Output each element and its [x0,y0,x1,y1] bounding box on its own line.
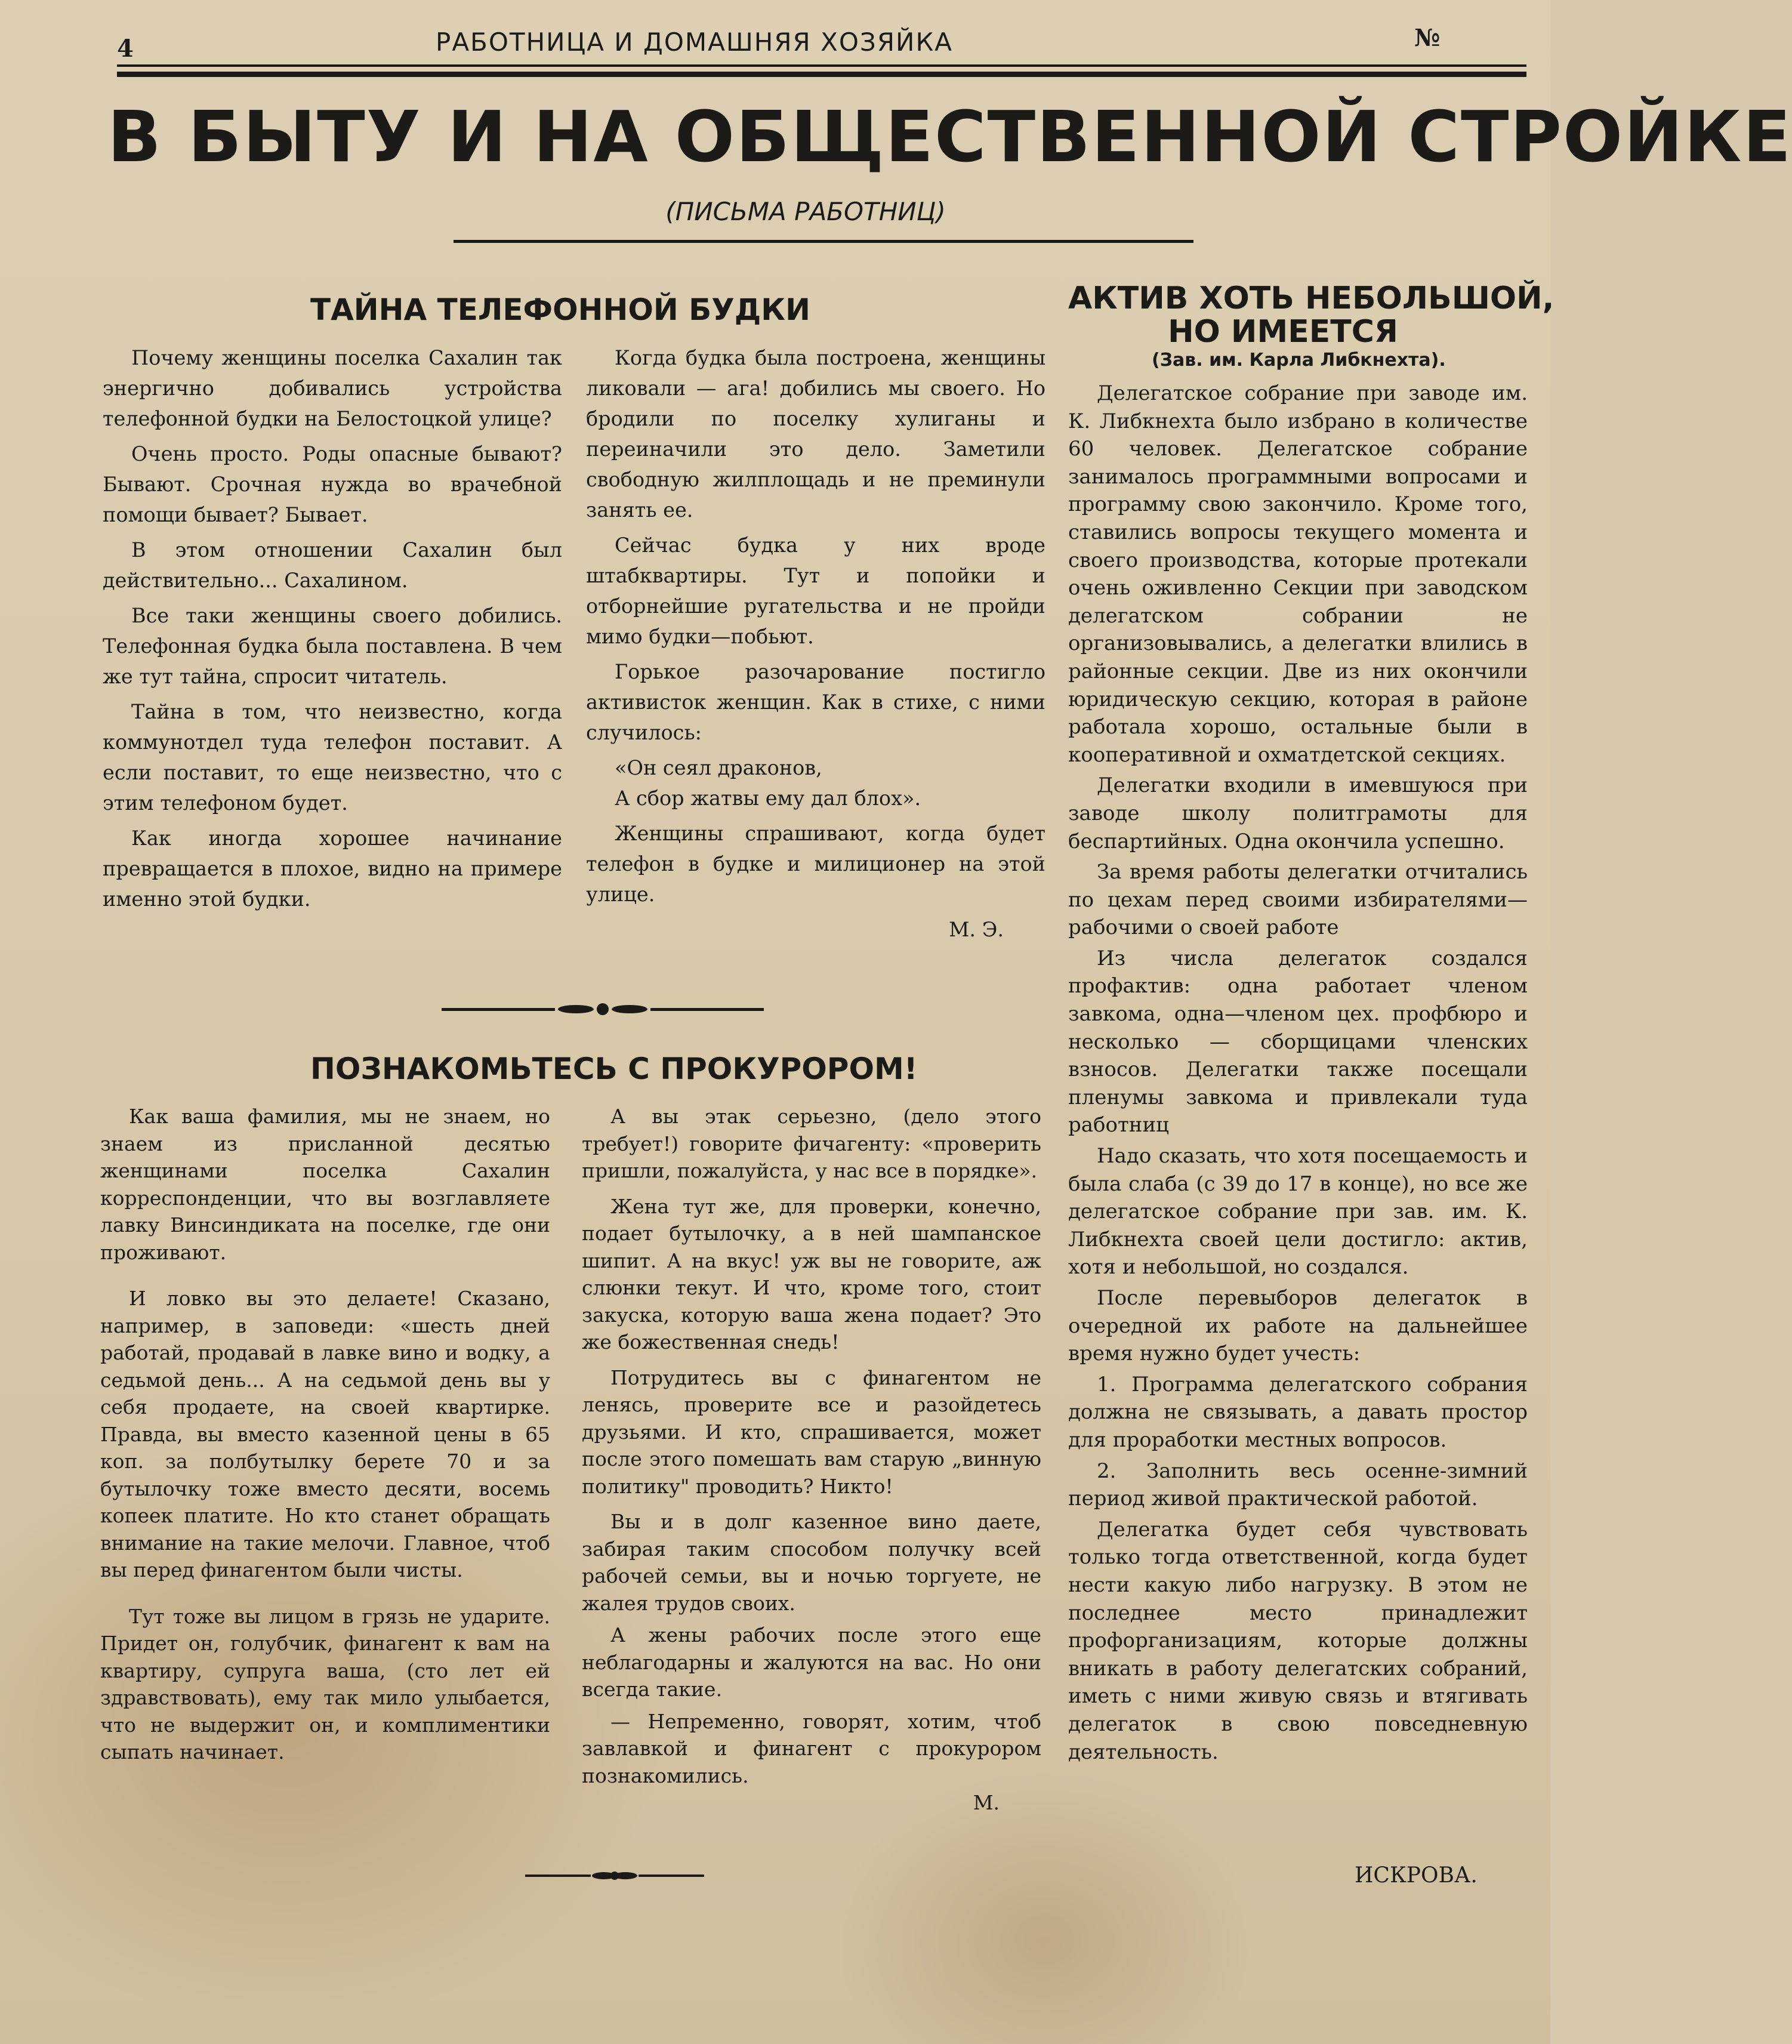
article2-heading: ПОЗНАКОМЬТЕСЬ С ПРОКУРОРОМ! [310,1052,918,1086]
paragraph: После перевыборов делегаток в очередной их работе на дальнейшее время нужно будет учесть: [1068,1286,1528,1366]
paragraph: Тут тоже вы лицом в грязь не ударите. Придет он, голубчик, финагент к вам на квартиру, супруга ваша, (сто лет ей здравствовать), ему так мило улыбается, что не выдержит он, и комплиментики сыпать начинает. [100,1604,550,1764]
paragraph: Почему женщины поселка Сахалин так энергично добивались устройства телефонной будки на Белостоцкой улице? [103,346,562,430]
article2-left-column [100,1103,550,1771]
paragraph: 1. Программа делегатского собрания должна не связывать, а давать простор для проработки местных вопросов. [1068,1372,1528,1452]
article1-right-column [586,343,1045,949]
paragraph: Вы и в долг казенное вино даете, забирая таким способом получку всей рабочей семьи, вы и ночью торгуете, не жалея трудов своих. [582,1510,1041,1615]
ornament-divider [442,1000,764,1018]
paragraph: За время работы делегатки отчитались по цехам перед своими избирателями—рабочими о своей работе [1068,860,1528,940]
paragraph: Делегатки входили в имевшуюся при заводе школу политграмоты для беспартийных. Одна окончила успешно. [1068,773,1528,853]
article3-source: (Зав. им. Карла Либкнехта). [1152,350,1446,371]
paragraph: Надо сказать, что хотя посещаемость и была слаба (с 39 до 17 в конце), но все же делегатское собрание при зав. им. К. Либкнехта своей цели достигло: актив, хотя и небольшой, но создался. [1068,1144,1528,1280]
paragraph: Сейчас будка у них вроде штабквартиры. Тут и попойки и отборнейшие ругательства и не пройди мимо будки—побьют. [586,534,1045,648]
signature: М. Э. [949,918,1004,941]
paragraph: Когда будка была построена, женщины ликовали — ага! добились мы своего. Но бродили по поселку хулиганы и переиначили это дело. Заметили свободную жилплощадь и не преминули занять ее. [586,346,1045,522]
paragraph: Женщины спрашивают, когда будет телефон в будке и милиционер на этой улице. [586,822,1045,906]
paragraph: Потрудитесь вы с финагентом не ленясь, проверите все и разойдетесь друзьями. И кто, спрашивается, может после этого помешать вам старую „винную политику" проводить? Никто! [582,1365,1041,1498]
section-title: В БЫТУ И НА ОБЩЕСТВЕННОЙ СТРОЙКЕ [107,95,1792,178]
paragraph: В этом отношении Сахалин был действительно... Сахалином. [103,538,562,592]
issue-mark: № [1414,24,1441,52]
paragraph: И ловко вы это делаете! Сказано, например, в заповеди: «шесть дней работай, продавай в лавке вино и водку, а седьмой день... А на седьмой день вы у себя продаете, на своей квартирке. Правда, вы вместо казенной цены в 65 коп. за полбутылку берете 70 и за бутылочку тоже вместо десяти, восемь копеек платите. Но кто станет обращать внимание на такие мелочи. Главное, чтоб вы перед финагентом были чисты. [100,1287,550,1581]
paragraph: — Непременно, говорят, хотим, чтоб завлавкой и финагент с прокурором познакомились. [582,1709,1041,1787]
ornament-divider-bottom [525,1868,704,1883]
signature: М. [973,1791,1000,1814]
article3-heading-line2: НО ИМЕЕТСЯ [1168,314,1398,350]
header-rule-thin [117,64,1526,67]
paragraph: А жены рабочих после этого еще неблагодарны и жалуются на вас. Но они всегда такие. [582,1623,1041,1701]
verse-line: А сбор жатвы ему дал блох». [615,787,921,810]
paragraph: Горькое разочарование постигло активисток женщин. Как в стихе, с ними случилось: [586,660,1045,744]
paragraph: Жена тут же, для проверки, конечно, подает бутылочку, а в ней шампанское шипит. А на вкус! уж вы не говорите, аж слюнки текут. И что, кроме того, стоит закуска, которую ваша жена подает? Это же божественная снедь! [582,1194,1041,1354]
paragraph: Все таки женщины своего добились. Телефонная будка была поставлена. В чем же тут тайна, спросит читатель. [103,604,562,688]
paragraph: Как ваша фамилия, мы не знаем, но знаем из присланной десятью женщинами поселка Сахалин корреспонденции, что вы возглавляете лавку Винсиндиката на поселке, где они проживают. [100,1105,550,1264]
article3-column [1068,380,1528,1769]
article3-signature: ИСКРОВА. [1355,1863,1478,1888]
paragraph: Делегатское собрание при заводе им. К. Либкнехта было избрано в количестве 60 человек. Делегатское собрание занималось программными вопросами и программу свою закончило. Кроме того, ставились вопросы текущего момента и своего производства, которые протекали очень оживленно Секции при заводском делегатском собрании не организовывались, а делегатки влились в районные секции. Две из них окончили юридическую секцию, которая в районе работала хорошо, остальные были в кооперативной и охматдетской секциях. [1068,381,1528,767]
header-rule-thick [117,72,1526,77]
subtitle-rule [454,240,1193,243]
paragraph: А вы этак серьезно, (дело этого требует!) говорите фичагенту: «проверить пришли, пожалуйста, у нас все в порядке». [582,1105,1041,1182]
paragraph: Из числа делегаток создался профактив: одна работает членом завкома, одна—членом цех. профбюро и несколько — сборщицами членских взносов. Делегатки также посещали пленумы завкома и привлекали туда работниц [1068,946,1528,1137]
verse-line: «Он сеял драконов, [615,756,822,779]
paragraph: Тайна в том, что неизвестно, когда коммунотдел туда телефон поставит. А если поставит, то еще неизвестно, что с этим телефоном будет. [103,700,562,815]
paragraph: Как иногда хорошее начинание превращается в плохое, видно на примере именно этой будки. [103,827,562,911]
article2-right-column [582,1103,1041,1821]
paragraph: Очень просто. Роды опасные бывают? Бывают. Срочная нужда во врачебной помощи бывает? Бывает. [103,442,562,526]
paragraph: Делегатка будет себя чувствовать только тогда ответственной, когда будет нести какую либо нагрузку. В этом не последнее место принадлежит профорганизациям, которые должны вникать в работу делегатских собраний, иметь с ними живую связь и втягивать делегаток в свою повседневную деятельность. [1068,1517,1528,1764]
section-subtitle: (ПИСЬМА РАБОТНИЦ) [665,197,946,226]
paragraph: 2. Заполнить весь осенне-зимний период живой практической работой. [1068,1459,1528,1511]
page-number: 4 [117,35,134,63]
magazine-title: РАБОТНИЦА И ДОМАШНЯЯ ХОЗЯЙКА [436,27,954,57]
article1-heading: ТАЙНА ТЕЛЕФОННОЙ БУДКИ [310,292,810,327]
article3-heading-line1: АКТИВ ХОТЬ НЕБОЛЬШОЙ, [1068,280,1554,316]
article1-left-column [103,343,562,919]
